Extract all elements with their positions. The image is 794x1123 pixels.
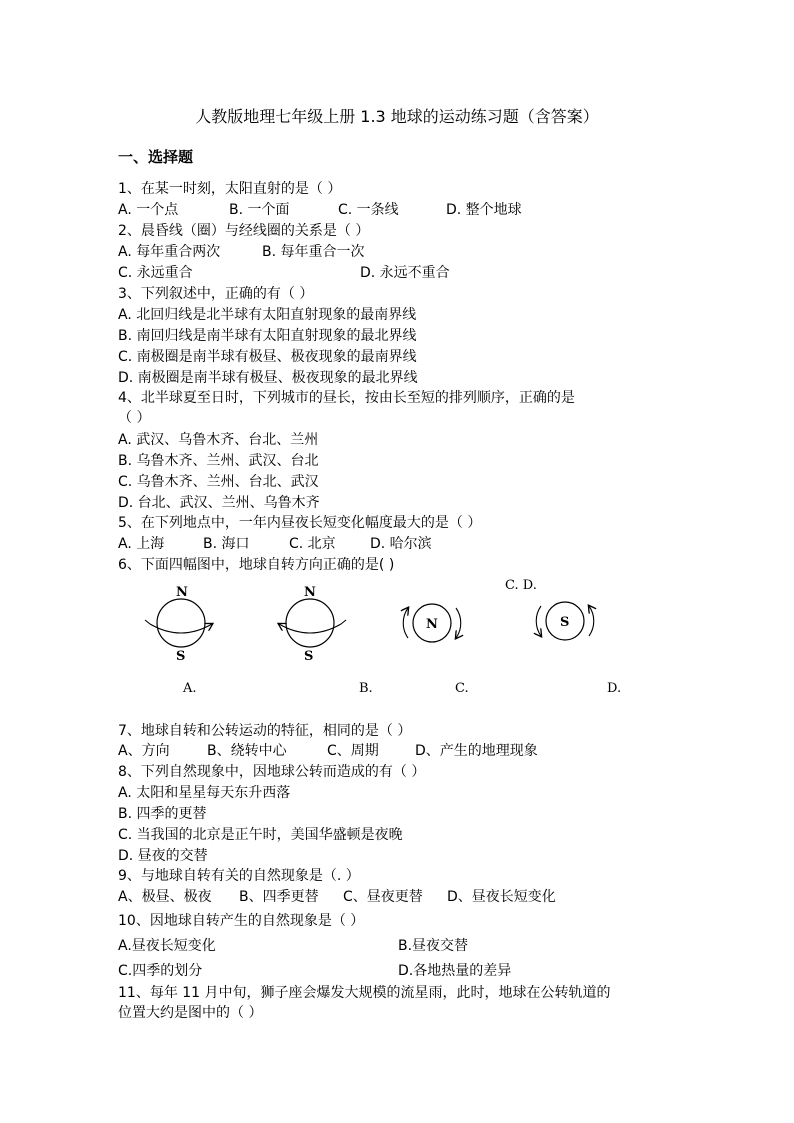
question-7-stem: 7、地球自转和公转运动的特征，相同的是（ ） (118, 723, 412, 739)
figure-d-label: D. (607, 681, 622, 696)
question-8-option-c: C. 当我国的北京是正午时，美国华盛顿是夜晚 (118, 827, 403, 843)
question-9-stem: 9、与地球自转有关的自然现象是（. ） (118, 868, 360, 884)
question-7-option-c: C、周期 (327, 743, 379, 759)
question-10-option-a: A.昼夜长短变化 (118, 938, 216, 954)
question-8-option-a: A. 太阳和星星每天东升西落 (118, 785, 291, 801)
section-heading: 一、选择题 (118, 148, 194, 166)
figure-c-north-label: N (426, 617, 438, 632)
question-4-stem-cont: （ ） (118, 410, 151, 426)
question-10-stem: 10、因地球自转产生的自然现象是（ ） (118, 913, 365, 929)
question-3-option-b: B. 南回归线是南半球有太阳直射现象的最北界线 (118, 328, 417, 344)
question-9-option-a: A、极昼、极夜 (118, 889, 212, 905)
question-7-option-d: D、产生的地理现象 (415, 743, 538, 759)
question-4-stem: 4、北半球夏至日时，下列城市的昼长，按由长至短的排列顺序，正确的是 (118, 390, 575, 406)
question-5-option-d: D. 哈尔滨 (370, 536, 432, 552)
question-8-option-d: D. 昼夜的交替 (118, 848, 208, 864)
figure-b-north-label: N (304, 585, 316, 600)
question-10-option-d: D.各地热量的差异 (398, 963, 512, 979)
question-1-option-c: C. 一条线 (338, 202, 399, 218)
question-2-stem: 2、晨昏线（圈）与经线圈的关系是（ ） (118, 223, 370, 239)
figure-c-label: C. (455, 681, 469, 696)
figure-b-rotation-arrow (279, 624, 341, 633)
question-5-option-a: A. 上海 (118, 536, 165, 552)
question-5-option-b: B. 海口 (203, 536, 250, 552)
question-1-option-b: B. 一个面 (229, 202, 290, 218)
question-10-option-c: C.四季的划分 (118, 963, 203, 979)
question-4-option-b: B. 乌鲁木齐、兰州、武汉、台北 (118, 453, 319, 469)
figure-a-south-label: S (176, 649, 186, 664)
figure-b-globe (279, 585, 346, 664)
question-10-option-b: B.昼夜交替 (398, 938, 469, 954)
figure-d-south-label: S (560, 615, 570, 630)
question-3-option-a: A. 北回归线是北半球有太阳直射现象的最南界线 (118, 307, 417, 323)
question-3-option-d: D. 南极圈是南半球有极昼、极夜现象的最北界线 (118, 370, 418, 386)
question-1-option-a: A. 一个点 (118, 202, 179, 218)
figure-c-right-arrow (456, 608, 461, 638)
question-9-option-b: B、四季更替 (239, 889, 319, 905)
question-3-stem: 3、下列叙述中，正确的有（ ） (118, 286, 314, 302)
question-4-option-a: A. 武汉、乌鲁木齐、台北、兰州 (118, 432, 319, 448)
question-4-option-d: D. 台北、武汉、兰州、乌鲁木齐 (118, 495, 320, 511)
question-7-option-b: B、绕转中心 (207, 743, 287, 759)
figure-c-left-arrow (403, 608, 408, 638)
question-11-stem: 11、每年 11 月中旬，狮子座会爆发大规模的流星雨，此时，地球在公转轨道的 (118, 985, 611, 1001)
question-1-stem: 1、在某一时刻，太阳直射的是（ ） (118, 181, 342, 197)
figure-d-right-arrow (589, 606, 594, 636)
figure-a-rotation-arrow (150, 624, 212, 633)
figure-b-label: B. (359, 681, 373, 696)
question-1-option-d: D. 整个地球 (446, 202, 522, 218)
question-9-option-c: C、昼夜更替 (343, 889, 423, 905)
question-9-option-d: D、昼夜长短变化 (447, 889, 556, 905)
page-title: 人教版地理七年级上册 1.3 地球的运动练习题（含答案） (195, 107, 599, 126)
figure-cd-caption: C. D. (505, 578, 537, 593)
question-2-option-b: B. 每年重合一次 (262, 244, 365, 260)
question-2-option-a: A. 每年重合两次 (118, 244, 221, 260)
figure-b-south-label: S (304, 649, 314, 664)
question-7-option-a: A、方向 (118, 743, 170, 759)
question-2-option-d: D. 永远不重合 (360, 265, 450, 281)
question-8-stem: 8、下列自然现象中，因地球公转而造成的有（ ） (118, 764, 426, 780)
question-5-stem: 5、在下列地点中，一年内昼夜长短变化幅度最大的是（ ） (118, 515, 482, 531)
question-6-stem: 6、下面四幅图中，地球自转方向正确的是( ) (118, 557, 395, 573)
question-5-option-c: C. 北京 (289, 536, 336, 552)
question-11-stem-cont: 位置大约是图中的（ ） (118, 1005, 263, 1021)
question-4-option-c: C. 乌鲁木齐、兰州、台北、武汉 (118, 474, 319, 490)
question-2-option-c: C. 永远重合 (118, 265, 193, 281)
figure-a-globe (145, 585, 212, 664)
figure-a-north-label: N (176, 585, 188, 600)
figure-c-globe (403, 604, 461, 642)
question-8-option-b: B. 四季的更替 (118, 806, 207, 822)
figure-a-label: A. (183, 681, 197, 696)
figure-d-globe (536, 602, 594, 640)
rotation-diagrams (0, 580, 794, 690)
question-3-option-c: C. 南极圈是南半球有极昼、极夜现象的最南界线 (118, 349, 417, 365)
figure-d-left-arrow (536, 606, 541, 636)
